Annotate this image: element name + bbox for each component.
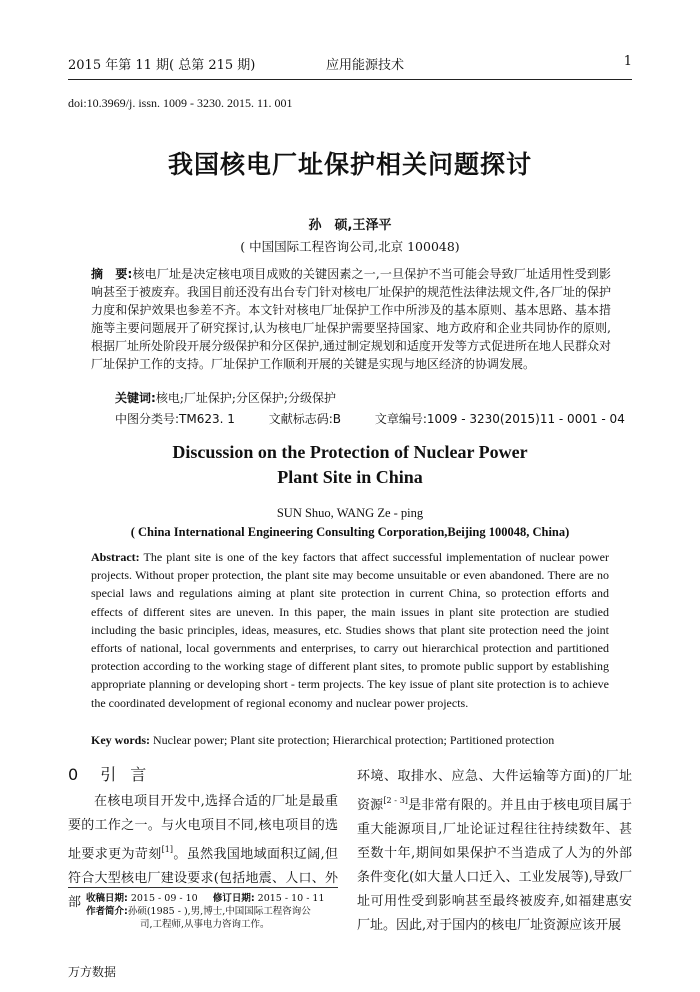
english-keywords-label: Key words: xyxy=(91,733,150,747)
english-abstract-text: The plant site is one of the key factors that affect successful implementation of nuclear power projects. Without proper protection, the plant site may become unsuitable or even abandoned. There are no special laws and regulations aiming at plant site protection in current China, so protection efforts and effects of different sites are uneven. In this paper, the main issues in plant site protection are studied including the basic principles, ideas, measures, etc. Studies shows that plant site protection need the joint efforts of national, local governments and enterprises, to carry out hierarchical protection and partitioned protection according to the working stage of different plant sites, to promote public support by establishing appropriate planning or developing short - term projects. The key issue of plant site protection is to achieve the coordinated development of regional economy and nuclear power projects. xyxy=(91,550,609,710)
section-number: 0 xyxy=(68,765,79,784)
citation-ref[interactable]: [2 - 3] xyxy=(383,796,408,805)
revised-date: 2015 - 10 - 11 xyxy=(257,893,325,904)
english-title-line1: Discussion on the Protection of Nuclear Power xyxy=(172,442,528,462)
chinese-keywords-label: 关键词: xyxy=(115,391,156,405)
english-abstract-label: Abstract: xyxy=(91,550,140,564)
chinese-affiliation: ( 中国国际工程咨询公司,北京 100048) xyxy=(240,239,460,254)
classification-line xyxy=(115,410,655,427)
english-abstract xyxy=(91,548,609,712)
english-title-line2: Plant Site in China xyxy=(277,467,423,487)
chinese-abstract-text: 核电厂址是决定核电项目成败的关键因素之一,一旦保护不当可能会导致厂址适用性受到影响甚至于被废弃。我国目前还没有出台专门针对核电厂址保护的规范性法律法规文件,各厂址的保护力度和保护效果也参差不齐。本文针对核电厂址保护工作中所涉及的基本原则、基本思路、基本措施等主要问题展开了研究探讨,认为核电厂址保护需要坚持国家、地方政府和企业共同协作的原则,根据厂址所处阶段开展分级保护和分区保护,通过制定规划和适度开发等方式促进所在地人民群众对厂址保护工作的支持。厂址保护工作顺利开展的关键是实现与地区经济的协调发展。 xyxy=(91,267,611,371)
revised-label: 修订日期: xyxy=(212,893,255,904)
body-paragraph xyxy=(357,765,632,938)
section-title: 引言 xyxy=(100,765,161,784)
chinese-abstract xyxy=(91,265,611,373)
document-code: 文献标志码:B xyxy=(268,412,342,426)
clc-number: 中图分类号:TM623. 1 xyxy=(115,412,235,426)
footnote-rule xyxy=(68,887,338,888)
watermark: 万方数据 xyxy=(68,965,117,979)
chinese-authors: 孙 硕,王泽平 xyxy=(308,218,392,233)
chinese-keywords-text: 核电;厂址保护;分区保护;分级保护 xyxy=(155,391,336,405)
chinese-title: 我国核电厂址保护相关问题探讨 xyxy=(167,150,532,179)
english-affiliation: ( China International Engineering Consulting Corporation,Beijing 100048, China) xyxy=(130,525,570,539)
body-text: 环境、取排水、应急、大件运输等方面)的厂址资源 xyxy=(357,769,632,813)
english-keywords-text: Nuclear power; Plant site protection; Hierarchical protection; Partitioned protection xyxy=(150,733,555,747)
doi[interactable]: doi:10.3969/j. issn. 1009 - 3230. 2015. 11. 001 xyxy=(68,96,293,110)
article-number: 文章编号:1009 - 3230(2015)11 - 0001 - 04 xyxy=(374,412,625,426)
received-date: 2015 - 09 - 10 xyxy=(130,893,198,904)
body-column-right xyxy=(357,765,632,938)
english-keywords xyxy=(91,733,621,748)
received-label: 收稿日期: xyxy=(86,893,128,904)
citation-ref[interactable]: [1] xyxy=(161,845,173,854)
body-text: 。虽然我国地域面积辽阔,但符合大型核电厂建设要求(包括地震、人口、外部 xyxy=(68,847,338,910)
author-bio-line2: 司,工程师,从事电力咨询工作。 xyxy=(140,919,270,930)
author-bio-label: 作者简介: xyxy=(86,906,128,917)
chinese-abstract-label: 摘 要: xyxy=(91,267,133,281)
issue-info: 2015 年第 11 期( 总第 215 期) xyxy=(68,58,256,73)
footnote-author xyxy=(86,905,341,918)
body-text: 是非常有限的。并且由于核电项目属于重大能源项目,厂址论证过程往往持续数年、甚至数十年,期间如果保护不当造成了人为的外部条件变化(如大量人口迁入、工业发展等),导致厂址可用性受到影响甚至最终被废弃,如福建惠安厂址。因此,对于国内的核电厂址资源应该开展 xyxy=(357,798,632,933)
running-header xyxy=(68,54,632,78)
english-title xyxy=(0,440,700,490)
chinese-keywords xyxy=(115,389,336,406)
author-bio-line1: 孙硕(1985 - ),男,博士,中国国际工程咨询公 xyxy=(127,906,311,917)
footnote xyxy=(86,892,341,931)
english-authors: SUN Shuo, WANG Ze - ping xyxy=(276,506,424,520)
body-text: 在核电项目开发中,选择合适的厂址是最重要的工作之一。与火电项目不同,核电项目的选址要求更为苛刻 xyxy=(68,794,338,862)
journal-name: 应用能源技术 xyxy=(326,58,405,73)
header-rule xyxy=(68,79,632,80)
footnote-dates xyxy=(86,892,341,905)
section-heading xyxy=(68,762,160,785)
page-number: 1 xyxy=(623,54,632,69)
